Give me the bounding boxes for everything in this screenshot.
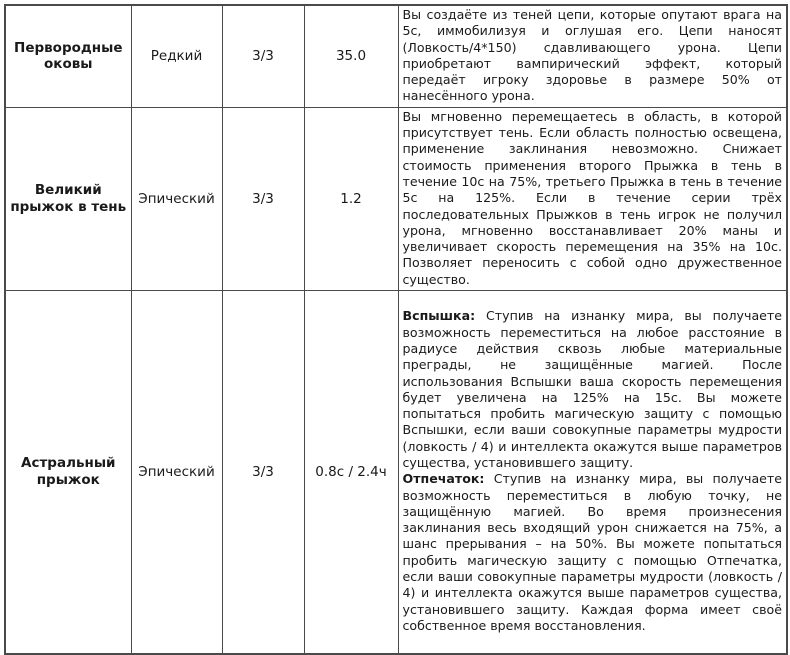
rarity-cell: Эпический [131,291,222,654]
charges-cell: 3/3 [222,5,304,107]
paragraph-text: Вы создаёте из теней цепи, которые опутают врага на 5с, иммобилизуя и оглушая его. Цепи наносят (Ловкость/4*150) сдавливающего урона. Цепи приобретают вампирический эффект, который передаёт игроку здоровье в размере 50% от нанесённого урона. [402,7,782,104]
description-paragraph-otpechatok [403,471,783,634]
rarity-cell: Эпический [131,107,222,290]
abilities-table [4,4,788,655]
description-paragraph [403,7,783,105]
description-paragraph-vspyshka [403,308,783,471]
cast-time-cell: 0.8с / 2.4ч [304,291,398,654]
description-paragraph [403,109,783,288]
paragraph-text: Ступив на изнанку мира, вы получаете возможность переместиться на любое расстояние в радиусе действия сквозь любые материальные преграды, не защищённые магией. После использования Вспышки ваша скорость перемещения будет увеличена на 125% на 15с. Вы можете попытаться пробить магическую защиту с помощью Вспышки, если ваши совокупные параметры мудрости (ловкость / 4) и интеллекта окажутся выше параметров существа, установившего защиту. [402,308,782,470]
ability-row-astralnyy-pryzhok [5,291,787,654]
cast-time-cell: 35.0 [304,5,398,107]
paragraph-label: Вспышка: [402,308,476,324]
paragraph-text: Вы мгновенно перемещаетесь в область, в которой присутствует тень. Если область полностью освещена, применение заклинания невозможно. Снижает стоимость применения второго Прыжка в тень в течение 10с на 75%, третьего Прыжка в тень в течение 5с на 125%. Если в течение серии трёх последовательных Прыжков в тень игрок не получил урона, мгновенно восстанавливает 20% маны и увеличивает скорость перемещения на 35% на 10с. Позволяет переносить с собой одно дружественное существо. [402,108,782,287]
paragraph-label: Отпечаток: [402,471,485,487]
cast-time-cell: 1.2 [304,107,398,290]
ability-name-cell: Великий прыжок в тень [5,107,131,290]
charges-cell: 3/3 [222,107,304,290]
ability-name-cell: Астральный прыжок [5,291,131,654]
paragraph-text: Ступив на изнанку мира, вы получаете возможность переместиться в любую точку, не защищённую магией. Во время произнесения заклинания весь входящий урон снижается на 75%, а шанс прерывания – на 50%. Вы можете попытаться пробить магическую защиту с помощью Отпечатка, если ваши совокупные параметры мудрости (ловкость / 4) и интеллекта окажутся выше параметров существа, установившего защиту. Каждая форма имеет своё собственное время восстановления. [402,471,782,633]
rarity-cell: Редкий [131,5,222,107]
ability-name-cell: Первородные оковы [5,5,131,107]
description-cell [398,107,787,290]
ability-row-velikiy-pryzhok-v-ten [5,107,787,290]
description-cell [398,5,787,107]
ability-row-pervorodnye-okovy [5,5,787,107]
charges-cell: 3/3 [222,291,304,654]
description-cell [398,291,787,654]
